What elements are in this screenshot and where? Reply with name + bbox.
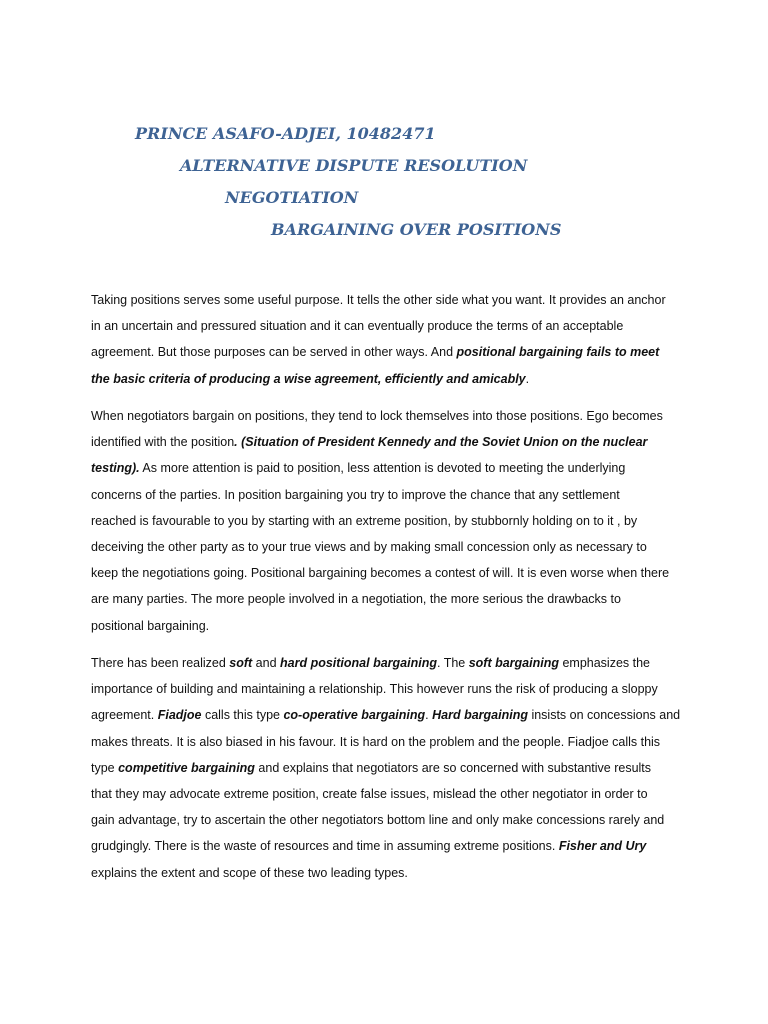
emphasis-text: Fisher and Ury — [558, 839, 647, 854]
course-heading: ALTERNATIVE DISPUTE RESOLUTION — [180, 156, 528, 175]
subtopic-heading: BARGAINING OVER POSITIONS — [271, 220, 562, 239]
text-run: and explains that negotiators are so concerned with substantive results — [254, 760, 652, 775]
text-run: calls this type — [201, 708, 284, 723]
text-run: and — [252, 656, 281, 670]
text-line — [91, 366, 686, 392]
emphasis-text: Fiadjoe — [157, 708, 202, 723]
text-line: concerns of the parties. In position bargaining you try to improve the chance that any settlement — [91, 487, 620, 502]
text-line: makes threats. It is also biased in his favour. It is hard on the problem and the people. Fiadjoe calls this — [91, 734, 661, 749]
emphasis-text: co-operative bargaining — [283, 708, 426, 723]
text-line — [91, 833, 686, 859]
text-line — [91, 650, 686, 676]
text-run: There has been realized — [91, 656, 230, 670]
emphasis-text: soft bargaining — [468, 656, 559, 670]
emphasis-text: . (Situation of President Kennedy and the Soviet Union on the nuclear — [234, 435, 648, 450]
text-line: in an uncertain and pressured situation and it can eventually produce the terms of an acceptable — [91, 319, 624, 334]
text-run: agreement. But those purposes can be served in other ways. And — [91, 345, 457, 360]
text-line — [91, 429, 686, 455]
text-run: grudgingly. There is the waste of resources and time in assuming extreme positions. — [91, 839, 559, 854]
text-line: reached is favourable to you by starting with an extreme position, by stubbornly holding on to it , by — [91, 513, 638, 528]
emphasis-text: soft — [229, 656, 253, 670]
text-run: insists on concessions and — [527, 708, 681, 723]
text-run: agreement. — [91, 708, 158, 723]
text-run: emphasizes the — [558, 656, 651, 670]
text-line: positional bargaining. — [91, 618, 210, 633]
text-run: identified with the position — [91, 435, 235, 450]
emphasis-text: hard positional bargaining — [280, 656, 437, 670]
text-line: When negotiators bargain on positions, they tend to lock themselves into those positions. Ego becomes — [91, 409, 663, 423]
paragraph-soft-hard-bargaining — [91, 650, 686, 886]
text-line — [91, 755, 686, 781]
text-run: type — [91, 760, 119, 775]
emphasis-text: positional bargaining fails to meet — [456, 345, 660, 360]
text-run: . — [525, 371, 530, 386]
topic-heading: NEGOTIATION — [225, 188, 359, 207]
emphasis-text: competitive bargaining — [118, 760, 255, 775]
emphasis-text: the basic criteria of producing a wise agreement, efficiently and amicably — [91, 371, 526, 386]
text-line: gain advantage, try to ascertain the other negotiators bottom line and only make concessions rarely and — [91, 813, 665, 828]
text-run: . The — [436, 656, 469, 670]
emphasis-text: Hard bargaining — [432, 708, 528, 723]
paragraph-positions-purpose — [91, 287, 686, 392]
text-line: are many parties. The more people involved in a negotiation, the more serious the drawbacks to — [91, 592, 621, 607]
text-line: Taking positions serves some useful purpose. It tells the other side what you want. It provides an anchor — [91, 293, 666, 307]
text-line — [91, 339, 686, 365]
emphasis-text: testing). — [91, 461, 140, 476]
text-line: keep the negotiations going. Positional bargaining becomes a contest of will. It is even worse when there — [91, 566, 670, 581]
text-run: . — [425, 708, 433, 723]
text-run: As more attention is paid to position, less attention is devoted to meeting the underlying — [139, 461, 626, 476]
text-line: explains the extent and scope of these two leading types. — [91, 865, 408, 880]
text-line — [91, 702, 686, 728]
paragraph-locking-positions — [91, 403, 686, 639]
text-line: that they may advocate extreme position, create false issues, mislead the other negotiator in order to — [91, 787, 648, 802]
text-line: deceiving the other party as to your true views and by making small concession only as necessary to — [91, 540, 647, 555]
text-line — [91, 455, 686, 481]
author-heading: PRINCE ASAFO-ADJEI, 10482471 — [135, 124, 436, 143]
text-line: importance of building and maintaining a relationship. This however runs the risk of producing a sloppy — [91, 682, 658, 697]
